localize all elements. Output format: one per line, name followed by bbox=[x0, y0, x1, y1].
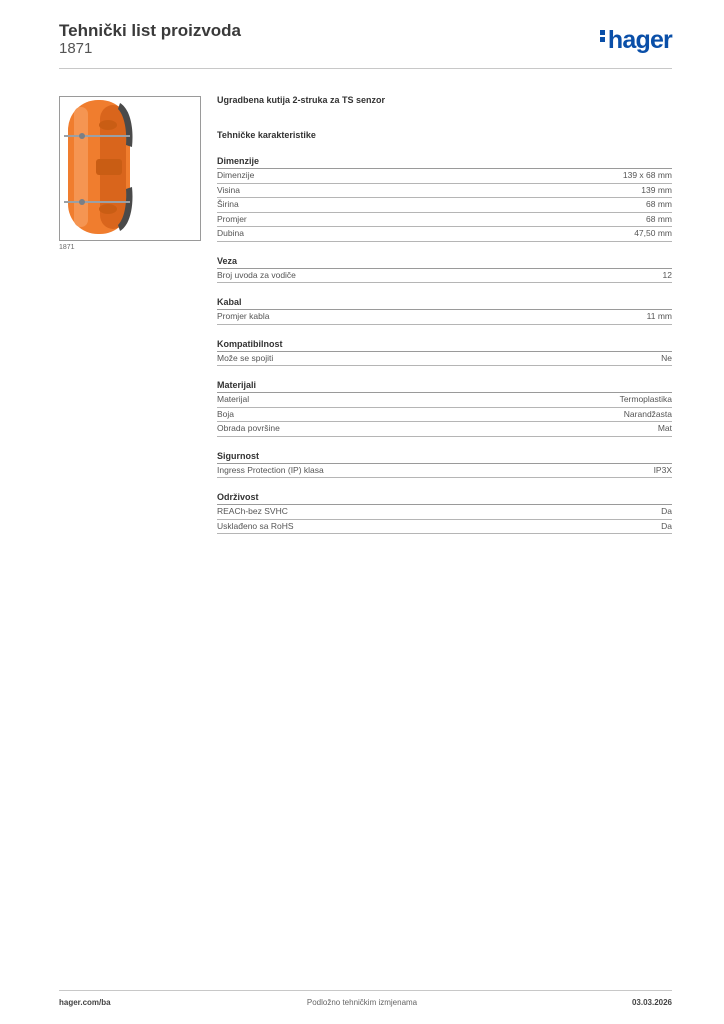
page-title: Tehnički list proizvoda bbox=[59, 21, 241, 40]
spec-label: Visina bbox=[217, 184, 240, 195]
spec-label: Može se spojiti bbox=[217, 352, 274, 363]
spec-row bbox=[217, 520, 672, 535]
spec-section bbox=[217, 297, 672, 325]
image-caption: 1871 bbox=[59, 244, 75, 251]
spec-value: 68 mm bbox=[646, 199, 672, 209]
spec-section bbox=[217, 492, 672, 534]
spec-section bbox=[217, 339, 672, 367]
section-title: Veza bbox=[217, 256, 672, 269]
section-title: Dimenzije bbox=[217, 156, 672, 169]
spec-value: 11 mm bbox=[646, 311, 672, 321]
spec-value: Da bbox=[661, 520, 672, 531]
spec-row bbox=[217, 184, 672, 199]
product-description: Ugradbena kutija 2-struka za TS senzor bbox=[217, 95, 386, 105]
section-title: Kompatibilnost bbox=[217, 339, 672, 352]
spec-label: Boja bbox=[217, 408, 235, 419]
section-title: Materijali bbox=[217, 380, 672, 393]
spec-section bbox=[217, 451, 672, 479]
product-code: 1871 bbox=[59, 40, 93, 57]
spec-label: REACh-bez SVHC bbox=[217, 506, 288, 516]
logo-text: hager bbox=[607, 26, 672, 54]
spec-label: Širina bbox=[217, 199, 239, 209]
spec-value: 139 x 68 mm bbox=[622, 170, 672, 180]
product-image bbox=[59, 96, 201, 241]
section-title: Sigurnost bbox=[217, 451, 672, 464]
header-divider bbox=[59, 68, 672, 69]
specs-heading: Tehničke karakteristike bbox=[217, 130, 316, 140]
spec-label: Ingress Protection (IP) klasa bbox=[217, 464, 324, 475]
spec-row bbox=[217, 408, 672, 423]
spec-row bbox=[217, 505, 672, 520]
spec-label: Obrada površine bbox=[217, 423, 280, 433]
spec-label: Materijal bbox=[217, 394, 250, 404]
spec-value: 68 mm bbox=[646, 213, 672, 224]
spec-value: Termoplastika bbox=[619, 394, 672, 404]
spec-row bbox=[217, 227, 672, 242]
hager-logo bbox=[600, 28, 672, 53]
spec-row bbox=[217, 310, 672, 325]
spec-value: Narandžasta bbox=[623, 408, 672, 419]
spec-label: Usklađeno sa RoHS bbox=[217, 520, 294, 531]
spec-row bbox=[217, 269, 672, 284]
spec-value: 12 bbox=[662, 269, 672, 280]
section-title: Održivost bbox=[217, 492, 672, 505]
specs-content bbox=[217, 95, 672, 534]
spec-row bbox=[217, 198, 672, 213]
spec-row bbox=[217, 464, 672, 479]
footer-note: Podložno tehničkim izmjenama bbox=[306, 998, 418, 1007]
spec-row bbox=[217, 393, 672, 408]
spec-section bbox=[217, 380, 672, 437]
spec-value: Ne bbox=[661, 352, 672, 363]
footer-date: 03.03.2026 bbox=[631, 998, 672, 1007]
spec-value: 139 mm bbox=[641, 184, 672, 195]
spec-section bbox=[217, 256, 672, 284]
spec-label: Promjer bbox=[217, 213, 247, 224]
spec-label: Promjer kabla bbox=[217, 311, 270, 321]
spec-row bbox=[217, 352, 672, 367]
footer-website: hager.com/ba bbox=[59, 998, 111, 1007]
spec-label: Dubina bbox=[217, 228, 244, 238]
spec-value: Da bbox=[661, 506, 672, 516]
logo-dots-icon bbox=[600, 28, 606, 44]
specs-sections bbox=[217, 156, 672, 534]
spec-row bbox=[217, 422, 672, 437]
junction-box-image bbox=[60, 97, 200, 240]
section-title: Kabal bbox=[217, 297, 672, 310]
spec-label: Dimenzije bbox=[217, 170, 255, 180]
spec-row bbox=[217, 169, 672, 184]
spec-section bbox=[217, 156, 672, 242]
spec-row bbox=[217, 213, 672, 228]
spec-value: IP3X bbox=[653, 464, 672, 475]
spec-value: 47,50 mm bbox=[634, 228, 672, 238]
spec-label: Broj uvoda za vodiče bbox=[217, 269, 296, 280]
footer-divider bbox=[59, 990, 672, 991]
spec-value: Mat bbox=[657, 423, 672, 433]
